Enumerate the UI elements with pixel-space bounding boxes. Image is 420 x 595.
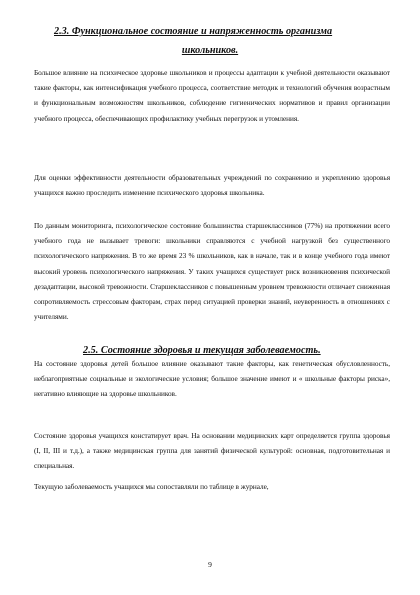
section-heading-functional-state: 2.3. Функциональное состояние и напряженность организма bbox=[54, 26, 333, 37]
paragraph-current-morbidity: Текущую заболеваемость учащихся мы сопоставляли по таблице в журнале, bbox=[34, 482, 269, 491]
section-heading-health-state: 2.5. Состояние здоровья и текущая заболеваемость. bbox=[83, 345, 321, 356]
paragraph-monitoring-results: По данным мониторинга, психологическое состояние большинства старшеклассников (77%) на протяжении всего учебного года не вызывает тревоги: школьники справляются с учебной нагрузкой без существенного психологического напряжения. В то же время 23 % школьников, как в начале, так и в конце учебного года имеют высокий уровень психологического напряжения. У таких учащихся существует риск возникновения психической дезадаптации, высокой тревожности. Старшеклассников с повышенным уровнем тревожности отличает сниженная сопротивляемость стрессовым факторам, страх перед ситуацией проверки знаний, неуверенность в отношениях с учителями. bbox=[34, 221, 390, 322]
paragraph-psychological-health-factors: Большое влияние на психическое здоровье школьников и процессы адаптации к учебной деятельности оказывают такие факторы, как интенсификация учебного процесса, соответствие методик и технологий обучения возрастным и функциональным возможностям школьников, соблюдение гигиенических нормативов и правил организации учебного процесса, обеспечивающих профилактику учебных перегрузок и утомления. bbox=[34, 68, 390, 123]
page-number: 9 bbox=[208, 560, 212, 569]
paragraph-health-factors: На состояние здоровья детей большое влияние оказывают такие факторы, как генетическая обусловленность, неблагоприятные социальные и экологические условия; большое значение имеют и « школьные факторы риска», негативно влияющие на здоровье школьников. bbox=[34, 359, 390, 399]
paragraph-evaluation-of-schools: Для оценки эффективности деятельности образовательных учреждений по сохранению и укреплению здоровья учащихся важно проследить изменение психического здоровья школьника. bbox=[34, 173, 390, 198]
section-heading-functional-state-continuation: школьников. bbox=[181, 45, 239, 56]
paragraph-health-groups: Состояние здоровья учащихся констатирует врач. На основании медицинских карт определяется группа здоровья (I, II, III и т.д.), а также медицинская группа для занятий физической культурой: основная, подготовительная и специальная. bbox=[34, 431, 390, 471]
